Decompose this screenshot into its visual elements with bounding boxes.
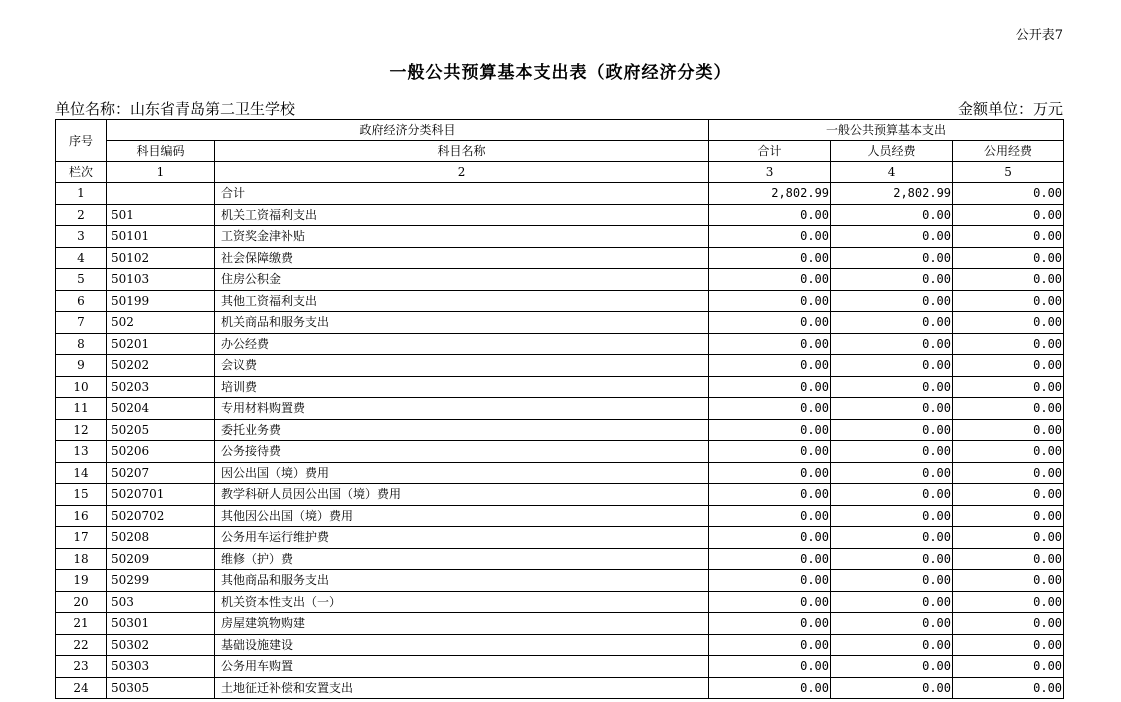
row-public: 0.00 (953, 527, 1064, 549)
row-personnel: 0.00 (831, 226, 953, 248)
header-total: 合计 (709, 141, 831, 162)
table-row (56, 677, 1064, 699)
row-seq: 23 (56, 656, 107, 678)
table-row (56, 527, 1064, 549)
row-total: 0.00 (709, 398, 831, 420)
header-budget-group: 一般公共预算基本支出 (709, 120, 1064, 141)
row-seq: 13 (56, 441, 107, 463)
row-public: 0.00 (953, 183, 1064, 205)
col-index-5: 5 (953, 162, 1064, 183)
table-row (56, 441, 1064, 463)
row-personnel: 0.00 (831, 656, 953, 678)
row-seq: 5 (56, 269, 107, 291)
row-total: 0.00 (709, 634, 831, 656)
row-seq: 21 (56, 613, 107, 635)
row-public: 0.00 (953, 376, 1064, 398)
row-code: 50102 (107, 247, 215, 269)
row-code: 50199 (107, 290, 215, 312)
row-name: 维修（护）费 (215, 548, 709, 570)
row-personnel: 0.00 (831, 419, 953, 441)
row-code: 50305 (107, 677, 215, 699)
table-row (56, 204, 1064, 226)
row-seq: 20 (56, 591, 107, 613)
table-row (56, 484, 1064, 506)
row-total: 0.00 (709, 656, 831, 678)
table-row (56, 462, 1064, 484)
row-personnel: 0.00 (831, 398, 953, 420)
form-number: 公开表7 (1015, 28, 1063, 43)
row-name: 办公经费 (215, 333, 709, 355)
row-total: 0.00 (709, 355, 831, 377)
row-seq: 8 (56, 333, 107, 355)
row-personnel: 0.00 (831, 634, 953, 656)
row-seq: 16 (56, 505, 107, 527)
row-personnel: 0.00 (831, 484, 953, 506)
row-name: 专用材料购置费 (215, 398, 709, 420)
row-name: 住房公积金 (215, 269, 709, 291)
col-label: 栏次 (56, 162, 107, 183)
row-personnel: 0.00 (831, 548, 953, 570)
table-row (56, 613, 1064, 635)
row-total: 0.00 (709, 462, 831, 484)
row-public: 0.00 (953, 656, 1064, 678)
row-name: 机关工资福利支出 (215, 204, 709, 226)
row-public: 0.00 (953, 441, 1064, 463)
row-seq: 1 (56, 183, 107, 205)
row-personnel: 0.00 (831, 204, 953, 226)
row-code: 501 (107, 204, 215, 226)
row-code: 50203 (107, 376, 215, 398)
amount-unit: 金额单位：万元 (957, 100, 1063, 118)
row-personnel: 0.00 (831, 290, 953, 312)
row-total: 0.00 (709, 269, 831, 291)
row-seq: 10 (56, 376, 107, 398)
row-total: 0.00 (709, 591, 831, 613)
header-seq: 序号 (56, 120, 107, 162)
col-index-2: 2 (215, 162, 709, 183)
row-name: 房屋建筑物购建 (215, 613, 709, 635)
row-name: 培训费 (215, 376, 709, 398)
row-seq: 15 (56, 484, 107, 506)
row-seq: 22 (56, 634, 107, 656)
row-seq: 6 (56, 290, 107, 312)
row-public: 0.00 (953, 591, 1064, 613)
row-public: 0.00 (953, 247, 1064, 269)
row-public: 0.00 (953, 355, 1064, 377)
row-seq: 18 (56, 548, 107, 570)
row-public: 0.00 (953, 226, 1064, 248)
row-seq: 4 (56, 247, 107, 269)
row-personnel: 0.00 (831, 462, 953, 484)
row-name: 公务用车购置 (215, 656, 709, 678)
row-personnel: 0.00 (831, 441, 953, 463)
table-row (56, 570, 1064, 592)
row-total: 0.00 (709, 290, 831, 312)
row-personnel: 0.00 (831, 505, 953, 527)
row-public: 0.00 (953, 419, 1064, 441)
unit-name: 单位名称：山东省青岛第二卫生学校 (55, 100, 296, 118)
row-public: 0.00 (953, 290, 1064, 312)
row-code: 50205 (107, 419, 215, 441)
table-row (56, 355, 1064, 377)
row-total: 0.00 (709, 570, 831, 592)
row-personnel: 0.00 (831, 570, 953, 592)
row-code: 503 (107, 591, 215, 613)
row-code: 5020702 (107, 505, 215, 527)
row-name: 其他因公出国（境）费用 (215, 505, 709, 527)
row-seq: 17 (56, 527, 107, 549)
row-personnel: 0.00 (831, 591, 953, 613)
table-row (56, 247, 1064, 269)
row-public: 0.00 (953, 312, 1064, 334)
row-name: 机关商品和服务支出 (215, 312, 709, 334)
header-row-2 (56, 141, 1064, 162)
row-public: 0.00 (953, 333, 1064, 355)
row-name: 委托业务费 (215, 419, 709, 441)
row-total: 0.00 (709, 677, 831, 699)
row-seq: 12 (56, 419, 107, 441)
row-seq: 3 (56, 226, 107, 248)
row-public: 0.00 (953, 613, 1064, 635)
row-seq: 19 (56, 570, 107, 592)
row-name: 合计 (215, 183, 709, 205)
col-index-4: 4 (831, 162, 953, 183)
row-name: 其他工资福利支出 (215, 290, 709, 312)
row-code: 50202 (107, 355, 215, 377)
table-row (56, 656, 1064, 678)
row-personnel: 2,802.99 (831, 183, 953, 205)
row-total: 0.00 (709, 548, 831, 570)
row-code: 50209 (107, 548, 215, 570)
table-row (56, 419, 1064, 441)
row-personnel: 0.00 (831, 376, 953, 398)
row-code: 5020701 (107, 484, 215, 506)
row-seq: 14 (56, 462, 107, 484)
row-code: 50206 (107, 441, 215, 463)
row-name: 机关资本性支出（一） (215, 591, 709, 613)
table-row (56, 226, 1064, 248)
row-personnel: 0.00 (831, 312, 953, 334)
row-name: 工资奖金津补贴 (215, 226, 709, 248)
row-total: 2,802.99 (709, 183, 831, 205)
row-total: 0.00 (709, 333, 831, 355)
table-row (56, 333, 1064, 355)
row-code: 50303 (107, 656, 215, 678)
row-public: 0.00 (953, 204, 1064, 226)
row-public: 0.00 (953, 505, 1064, 527)
table-row (56, 398, 1064, 420)
row-code: 50101 (107, 226, 215, 248)
row-name: 公务用车运行维护费 (215, 527, 709, 549)
row-code: 50103 (107, 269, 215, 291)
header-personnel: 人员经费 (831, 141, 953, 162)
row-name: 公务接待费 (215, 441, 709, 463)
table-row (56, 269, 1064, 291)
row-personnel: 0.00 (831, 247, 953, 269)
header-public: 公用经费 (953, 141, 1064, 162)
row-name: 会议费 (215, 355, 709, 377)
col-index-1: 1 (107, 162, 215, 183)
row-public: 0.00 (953, 484, 1064, 506)
table-row (56, 548, 1064, 570)
col-index-3: 3 (709, 162, 831, 183)
row-personnel: 0.00 (831, 269, 953, 291)
row-seq: 2 (56, 204, 107, 226)
row-personnel: 0.00 (831, 333, 953, 355)
row-name: 社会保障缴费 (215, 247, 709, 269)
row-code: 50301 (107, 613, 215, 635)
table-row (56, 376, 1064, 398)
row-total: 0.00 (709, 419, 831, 441)
row-public: 0.00 (953, 548, 1064, 570)
row-public: 0.00 (953, 462, 1064, 484)
row-name: 教学科研人员因公出国（境）费用 (215, 484, 709, 506)
row-public: 0.00 (953, 634, 1064, 656)
table-row (56, 290, 1064, 312)
budget-table (55, 119, 1064, 699)
row-public: 0.00 (953, 570, 1064, 592)
table-row (56, 505, 1064, 527)
row-code: 50207 (107, 462, 215, 484)
row-total: 0.00 (709, 247, 831, 269)
table-row (56, 634, 1064, 656)
row-public: 0.00 (953, 398, 1064, 420)
row-name: 因公出国（境）费用 (215, 462, 709, 484)
column-index-row (56, 162, 1064, 183)
row-name: 其他商品和服务支出 (215, 570, 709, 592)
row-name: 土地征迁补偿和安置支出 (215, 677, 709, 699)
table-row (56, 183, 1064, 205)
table-row (56, 591, 1064, 613)
header-code: 科目编码 (107, 141, 215, 162)
header-name: 科目名称 (215, 141, 709, 162)
header-row-1 (56, 120, 1064, 141)
row-total: 0.00 (709, 441, 831, 463)
row-code: 502 (107, 312, 215, 334)
row-personnel: 0.00 (831, 527, 953, 549)
row-code: 50302 (107, 634, 215, 656)
header-econ-group: 政府经济分类科目 (107, 120, 709, 141)
page-title: 一般公共预算基本支出表（政府经济分类） (389, 63, 732, 83)
row-public: 0.00 (953, 269, 1064, 291)
row-seq: 11 (56, 398, 107, 420)
row-total: 0.00 (709, 226, 831, 248)
table-row (56, 312, 1064, 334)
row-personnel: 0.00 (831, 613, 953, 635)
row-code (107, 183, 215, 205)
row-name: 基础设施建设 (215, 634, 709, 656)
row-code: 50299 (107, 570, 215, 592)
row-total: 0.00 (709, 376, 831, 398)
row-total: 0.00 (709, 505, 831, 527)
row-public: 0.00 (953, 677, 1064, 699)
row-seq: 9 (56, 355, 107, 377)
row-total: 0.00 (709, 484, 831, 506)
row-seq: 7 (56, 312, 107, 334)
row-total: 0.00 (709, 527, 831, 549)
row-personnel: 0.00 (831, 355, 953, 377)
row-total: 0.00 (709, 613, 831, 635)
row-code: 50208 (107, 527, 215, 549)
row-seq: 24 (56, 677, 107, 699)
row-personnel: 0.00 (831, 677, 953, 699)
row-total: 0.00 (709, 312, 831, 334)
row-total: 0.00 (709, 204, 831, 226)
row-code: 50201 (107, 333, 215, 355)
row-code: 50204 (107, 398, 215, 420)
